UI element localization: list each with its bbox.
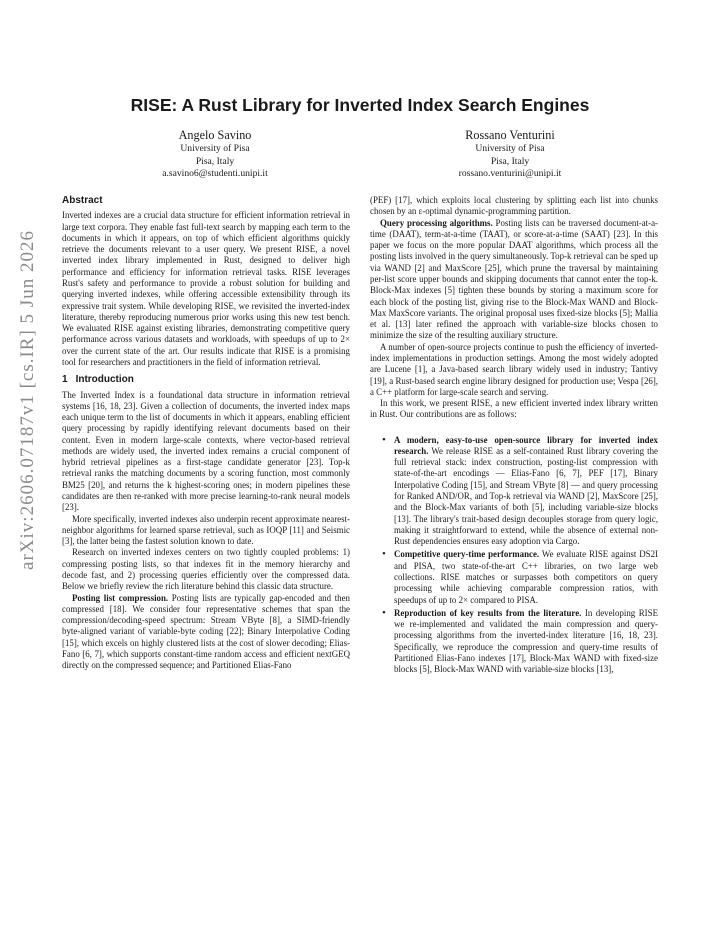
intro-paragraph-2: More specifically, inverted indexes also underpin recent approximate nearest-neighbor algorithms for learned sparse retrieval, such as IOQP [11] and Seismic [3], the latter being the fastest solution known to date. bbox=[62, 513, 350, 547]
section-number: 1 bbox=[62, 374, 68, 386]
contribution-lead: A modern, easy-to-use open-source library for inverted index research. bbox=[394, 434, 658, 456]
contributions-list bbox=[370, 435, 658, 676]
right-paragraph-4: In this work, we present RISE, a new efficient inverted index library written in Rust. Our contributions are as follows: bbox=[370, 398, 658, 420]
right-paragraph-2 bbox=[370, 218, 658, 342]
contribution-text: We release RISE as a self-contained Rust library covering the full retrieval stack: index construction, posting-list compression with state-of-the-art encodings — Elias-Fano [6, 7], PEF [17], Binary Interpolative Coding [15], and Stream VByte [8] — and query processing for Ranked AND/OR, and Top-k retrieval via WAND [2], MaxScore [25], and the Block-Max variants of both [5], including variable-size blocks [13]. The library's trait-based design decouples storage from query logic, making it straightforward to extend, while the absence of external non-Rust dependencies ensures easy adoption via Cargo. bbox=[394, 445, 658, 547]
author-email: a.savino6@studenti.unipi.it bbox=[162, 168, 268, 179]
author-affiliation: University of Pisa bbox=[180, 143, 250, 154]
right-paragraph-3: A number of open-source projects continue to push the efficiency of inverted-index implementations in production settings. Among the most widely adopted are Lucene [1], a Java-based search library widely used in industry; Tantivy [19], a Rust-based search engine library designed for production use; Vespa [26], a C++ platform for large-scale search and serving. bbox=[370, 341, 658, 397]
list-item bbox=[394, 435, 658, 548]
paragraph-run-in-heading: Query processing algorithms. bbox=[380, 217, 493, 228]
contribution-text: We evaluate RISE against DS2I and PISA, two state-of-the-art C++ libraries, on two large web collections. RISE matches or surpasses both competitors on query processing while achieving comparable compression ratios, with speedups of up to 2× compared to PISA. bbox=[394, 549, 658, 605]
section-title: Introduction bbox=[75, 374, 134, 386]
author-email: rossano.venturini@unipi.it bbox=[458, 168, 562, 179]
right-column bbox=[370, 195, 658, 678]
arxiv-identifier-stamp bbox=[8, 160, 48, 640]
right-paragraph-1: (PEF) [17], which exploits local clustering by splitting each list into chunks chosen by an ε-optimal dynamic-programming partition. bbox=[370, 195, 658, 217]
author-block-2 bbox=[390, 128, 630, 181]
list-item bbox=[394, 549, 658, 605]
arxiv-identifier-text: arXiv:2606.07187v1 [cs.IR] 5 Jun 2026 bbox=[17, 230, 38, 570]
author-name: Rossano Venturini bbox=[465, 128, 555, 142]
paragraph-body: Posting lists are typically gap-encoded and then compressed [18]. We consider four representative schemes that span the compression/decoding-speed spectrum: Stream VByte [8], a SIMD-friendly byte-aligned variant of variable-byte coding [22]; Binary Interpolative Coding [15], which excels on highly clustered lists at the cost of slower decoding; Elias-Fano [6, 7], which supports constant-time random access and efficient nextGEQ directly on the compressed sequence; and Partitioned Elias-Fano bbox=[62, 592, 350, 671]
intro-paragraph-4 bbox=[62, 593, 350, 672]
author-block-1 bbox=[95, 128, 335, 181]
author-location: Pisa, Italy bbox=[195, 155, 235, 167]
author-location: Pisa, Italy bbox=[490, 155, 530, 167]
section-heading-introduction bbox=[62, 374, 350, 385]
abstract-heading: Abstract bbox=[62, 195, 103, 206]
abstract-text: Inverted indexes are a crucial data structure for efficient information retrieval in large text corpora. They enable fast full-text search by mapping each term to the documents in which it appears, on top of which efficient algorithms quickly retrieve the documents relevant to a user query. We present RISE, a novel inverted index library implemented in Rust, designed to deliver high performance and efficiency for information retrieval tasks. RISE leverages Rust's safety and performance to provide a robust solution for building and querying inverted indexes, while offering accessible extensibility through its expressive trait system. While developing RISE, we revisited the inverted-index literature, thereby reproducing numerous prior works using this new test bench. We evaluated RISE against existing libraries, demonstrating competitive query performance across various datasets and workloads, with speedups of up to 2× over the current state of the art. Our results indicate that RISE is a promising tool for researchers and practitioners in the field of information retrieval. bbox=[62, 210, 350, 367]
paper-title: RISE: A Rust Library for Inverted Index Search Engines bbox=[130, 95, 590, 115]
intro-paragraph-1: The Inverted Index is a foundational data structure in information retrieval systems [16, 18, 23]. Given a collection of documents, the inverted index maps each unique term to the list of documents in which it appears, enabling efficient query processing by rapidly identifying relevant documents based on their content. Even in modern large-scale contexts, where vector-based retrieval methods are widely used, the inverted index remains a crucial component of hybrid retrieval pipelines as a first-stage candidate generator [23]. Top-k retrieval ranks the matching documents by a scoring function, most commonly BM25 [20], and returns the k highest-scoring ones; in modern pipelines these candidates are then re-ranked with more precise learning-to-rank neural models [23]. bbox=[62, 389, 350, 513]
contribution-lead: Reproduction of key results from the literature. bbox=[394, 607, 582, 618]
contribution-lead: Competitive query-time performance. bbox=[394, 549, 540, 560]
contribution-text: In developing RISE we re-implemented and validated the main compression and query-processing algorithms from the inverted-index literature [16, 18, 23]. Specifically, we reproduce the compression and query-time results of Partitioned Elias-Fano indexes [17], Block-Max WAND with fixed-size blocks [5], Block-Max WAND with variable-size blocks [13], bbox=[394, 607, 658, 675]
left-column bbox=[62, 195, 350, 672]
intro-paragraph-3: Research on inverted indexes centers on two tightly coupled problems: 1) compressing posting lists, so that indexes fit in the memory hierarchy and decode fast, and 2) processing queries efficiently over the compressed data. Below we briefly review the rich literature behind this classic data structure. bbox=[62, 547, 350, 592]
paragraph-body: Posting lists can be traversed document-at-a-time (DAAT), term-at-a-time (TAAT), or score-at-a-time (SAAT) [23]. In this paper we focus on the more popular DAAT algorithms, which process all the posting lists involved in the query simultaneously. Top-k retrieval can be sped up via WAND [2] and MaxScore [25], which prune the traversal by maintaining per-list score upper bounds and skipping documents that cannot enter the top-k. Block-Max indexes [5] tighten these bounds by storing a maximum score for each block of the posting list, giving rise to the Block-Max WAND and Block-Max MaxScore variants. The original proposal uses fixed-size blocks [5]; Mallia et al. [13] later refined the approach with variable-size blocks chosen to minimize the size of the resulting auxiliary structure. bbox=[370, 217, 658, 341]
list-item bbox=[394, 608, 658, 676]
author-name: Angelo Savino bbox=[178, 128, 252, 142]
paragraph-run-in-heading: Posting list compression. bbox=[72, 592, 169, 603]
author-affiliation: University of Pisa bbox=[475, 143, 545, 154]
